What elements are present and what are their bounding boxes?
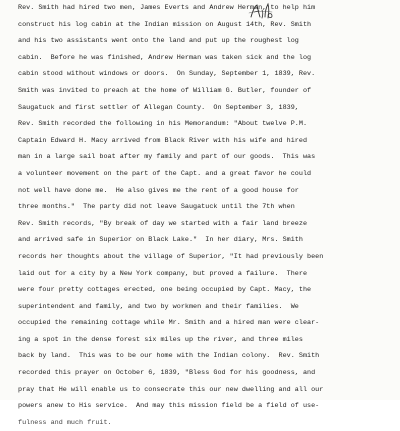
text-line: recorded this prayer on October 6, 1839, "Bless God for his goodness, and: [18, 369, 316, 378]
text-line: Rev. Smith recorded the following in his Memorandum: "About twelve P.M.: [18, 120, 308, 129]
text-line: fulness and much fruit.: [18, 418, 112, 427]
text-line: pray that He will enable us to consecrate this our new dwelling and all our: [18, 385, 324, 394]
text-line: construct his log cabin at the Indian mission on August 14th, Rev. Smith: [18, 20, 312, 29]
text-line: Rev. Smith had hired two men, James Everts and Andrew Herman, to help him: [18, 4, 316, 12]
text-line: back by land. This was to be our home with the Indian colony. Rev. Smith: [18, 352, 320, 361]
text-line: Captain Edward H. Macy arrived from Black River with his wife and hired: [18, 136, 308, 145]
text-line: Smith was invited to preach at the home of William G. Butler, founder of: [18, 86, 312, 95]
text-line: not well have done me. He also gives me the rent of a good house for: [18, 186, 299, 195]
text-line: laid out for a city by a New York company, but proved a failure. There: [18, 269, 308, 278]
handwritten-note-mark: [248, 2, 274, 22]
text-line: cabin stood without windows or doors. On Sunday, September 1, 1839, Rev.: [18, 70, 316, 79]
text-line: powers anew to His service. And may this mission field be a field of use-: [18, 402, 320, 411]
text-line: and his two assistants went onto the land and put up the roughest log: [18, 37, 299, 46]
text-line: Saugatuck and first settler of Allegan County. On September 3, 1839,: [18, 103, 299, 112]
text-line: a volunteer movement on the part of the Capt. and a great favor he could: [18, 169, 312, 178]
text-line: and arrived safe in Superior on Black Lake." In her diary, Mrs. Smith: [18, 236, 303, 245]
text-line: cabin. Before he was finished, Andrew Herman was taken sick and the log: [18, 53, 312, 62]
text-line: man in a large sail boat after my family and part of our goods. This was: [18, 153, 316, 162]
text-line: superintendent and family, and two by workmen and their families. We: [18, 302, 299, 311]
text-line: were four pretty cottages erected, one being occupied by Capt. Macy, the: [18, 286, 312, 295]
typed-paragraph: [18, 0, 400, 431]
text-line: Rev. Smith records, "By break of day we started with a fair land breeze: [18, 219, 308, 228]
text-line: three months." The party did not leave Saugatuck until the 7th when: [18, 203, 295, 212]
text-line: ing a spot in the dense forest six miles up the river, and three miles: [18, 335, 303, 344]
text-line: occupied the remaining cottage while Mr. Smith and a hired man were clear-: [18, 319, 320, 328]
text-line: records her thoughts about the village of Superior, "It had previously been: [18, 252, 324, 261]
